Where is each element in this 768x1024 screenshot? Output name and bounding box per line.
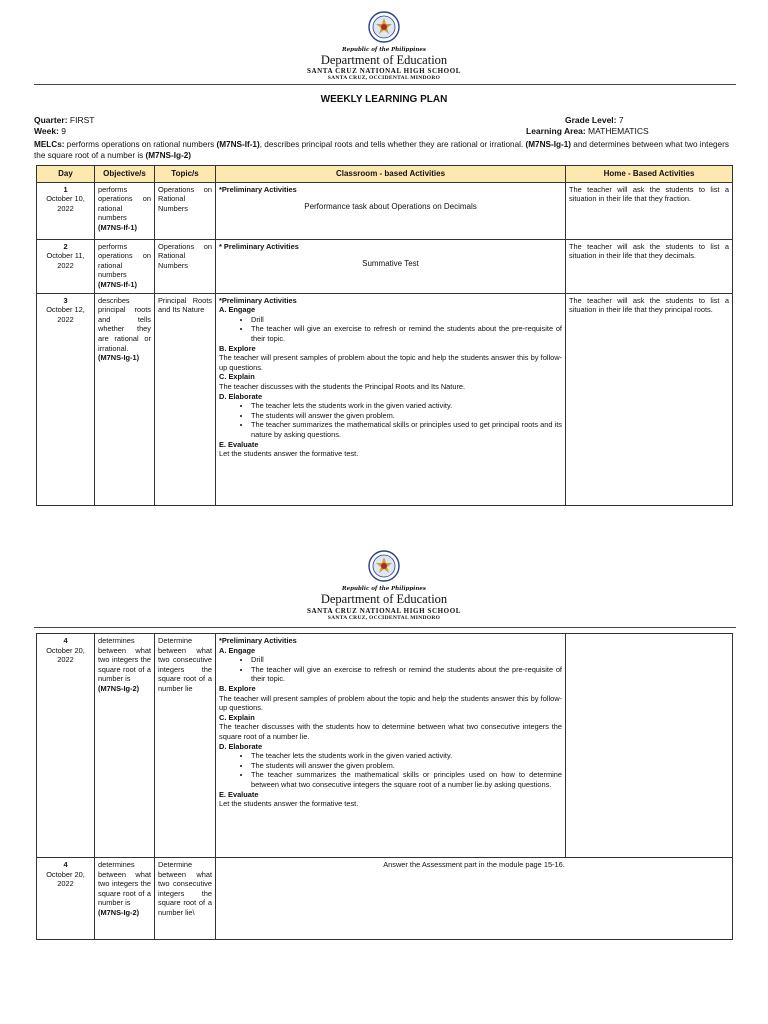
elaborate-list [219, 401, 562, 439]
classroom-cell [216, 634, 566, 858]
week-label: Week: [34, 126, 59, 136]
col-header-day: Day [37, 166, 95, 183]
evaluate-text: Let the students answer the formative test. [219, 449, 359, 459]
day-cell [37, 293, 95, 505]
day-number: 2 [63, 241, 68, 251]
assessment-cell: Answer the Assessment part in the module page 15-16. [216, 858, 733, 940]
prelim-label: * Preliminary Activities [219, 241, 299, 251]
elaborate-label: D. Elaborate [219, 741, 263, 751]
list-item: • Drill [251, 315, 562, 325]
melcs-statement [34, 139, 736, 161]
col-header-objectives: Objective/s [95, 166, 155, 183]
engage-list [219, 315, 562, 344]
quarter-value: FIRST [69, 115, 95, 125]
prelim-label: *Preliminary Activities [219, 295, 297, 305]
elaborate-list [219, 751, 562, 789]
melcs-label: MELCs: [34, 140, 65, 149]
table-row [37, 182, 733, 239]
melcs-text-1: performs operations on rational numbers [66, 140, 215, 149]
quarter-field [34, 115, 94, 125]
list-item: • The teacher will give an exercise to refresh or remind the students about the pre-requisite of their topic. [251, 665, 562, 684]
objective-cell [95, 634, 155, 858]
quarter-label: Quarter: [34, 115, 68, 125]
objective-text: performs operations on rational numbers [98, 241, 151, 280]
day-date: October 10, 2022 [46, 194, 85, 213]
objective-code: (M7NS-Ig-2) [98, 907, 140, 917]
col-header-topics: Topic/s [155, 166, 216, 183]
objective-text: determines between what two integers the square root of a number is [98, 860, 151, 908]
melcs-code-1: (M7NS-If-1) [216, 140, 260, 149]
day-date: October 20, 2022 [46, 869, 85, 889]
topic-cell: Determine between what two consecutive integers the square root of a number lie\ [155, 858, 216, 940]
objective-code: (M7NS-Ig-1) [98, 353, 140, 363]
list-item: • The teacher lets the students work in the given varied activity. [251, 751, 562, 761]
explain-label: C. Explain [219, 372, 255, 382]
objective-text: determines between what two integers the square root of a number is [98, 636, 151, 684]
page-2 [0, 535, 768, 1024]
prelim-label: *Preliminary Activities [219, 184, 297, 194]
list-item: • The teacher summarizes the mathematical skills or principles used on how to determine between what two consecutive integers the square root of a number lie.by asking questions. [251, 770, 562, 789]
table-row [37, 239, 733, 293]
explain-text: The teacher discusses with the students how to determine between what two consecutive integers the square root of a number lie. [219, 722, 562, 741]
day-number: 4 [63, 636, 68, 645]
evaluate-label: E. Evaluate [219, 789, 259, 799]
objective-text: performs operations on rational numbers [98, 184, 151, 223]
topic-cell: Principal Roots and Its Nature [155, 293, 216, 505]
school-name: SANTA CRUZ NATIONAL HIGH SCHOOL [306, 607, 462, 615]
objective-code: (M7NS-Ig-2) [98, 683, 140, 693]
objective-cell [95, 182, 155, 239]
day-cell [37, 182, 95, 239]
day-date: October 20, 2022 [46, 645, 85, 665]
explore-text: The teacher will present samples of problem about the topic and help the students answer this by follow-up questions. [219, 353, 562, 372]
day-number: 1 [63, 184, 68, 194]
melcs-text-3: and determines between what two integers the square root of a number is [34, 140, 729, 160]
topic-cell: Determine between what two consecutive integers the square root of a number lie [155, 634, 216, 858]
day-cell [37, 858, 95, 940]
learning-plan-table-1 [36, 165, 733, 506]
header-divider [34, 627, 736, 628]
deped-seal-icon [368, 11, 400, 43]
day-cell [37, 634, 95, 858]
day-cell [37, 239, 95, 293]
topic-cell: Operations on Rational Numbers [155, 239, 216, 293]
header-divider [34, 84, 736, 85]
col-header-home: Home - Based Activities [566, 166, 733, 183]
department-name: Department of Education [320, 53, 448, 67]
table-row [37, 293, 733, 505]
home-cell: The teacher will ask the students to list a situation in their life that they principal roots. [566, 293, 733, 505]
day-date: October 11, 2022 [46, 251, 85, 270]
table-header-row [37, 166, 733, 183]
topic-cell: Operations on Rational Numbers [155, 182, 216, 239]
area-label: Learning Area: [526, 126, 586, 136]
republic-label: Republic of the Philippines [342, 586, 426, 592]
objective-cell [95, 293, 155, 505]
evaluate-text: Let the students answer the formative test. [219, 799, 359, 809]
home-cell: The teacher will ask the students to list a situation in their life that they decimals. [566, 239, 733, 293]
school-name: SANTA CRUZ NATIONAL HIGH SCHOOL [306, 67, 462, 75]
area-field [526, 126, 649, 136]
melcs-code-2: (M7NS-Ig-1) [525, 140, 571, 149]
engage-label: A. Engage [219, 305, 256, 315]
classroom-cell [216, 293, 566, 505]
activity-summary: Performance task about Operations on Decimals [304, 202, 477, 212]
table-row [37, 634, 733, 858]
grade-label: Grade Level: [565, 115, 617, 125]
home-cell [566, 634, 733, 858]
activity-summary: Summative Test [362, 259, 419, 269]
week-field [34, 126, 66, 136]
day-date: October 12, 2022 [46, 305, 85, 324]
explain-label: C. Explain [219, 712, 255, 722]
plan-title: WEEKLY LEARNING PLAN [320, 94, 448, 105]
grade-field [565, 115, 624, 125]
list-item: • The students will answer the given problem. [251, 761, 562, 771]
area-value: MATHEMATICS [588, 126, 649, 136]
learning-plan-table-2 [36, 633, 733, 940]
list-item: • Drill [251, 655, 562, 665]
day-number: 4 [63, 860, 68, 869]
classroom-cell [216, 239, 566, 293]
home-cell: The teacher will ask the students to list a situation in their life that they fraction. [566, 182, 733, 239]
melcs-code-3: (M7NS-Ig-2) [145, 151, 191, 160]
elaborate-label: D. Elaborate [219, 391, 263, 401]
objective-cell [95, 858, 155, 940]
engage-label: A. Engage [219, 645, 256, 655]
explore-text: The teacher will present samples of problem about the topic and help the students answer this by follow-up questions. [219, 693, 562, 713]
list-item: • The teacher lets the students work in the given varied activity. [251, 401, 562, 411]
explain-text: The teacher discusses with the students the Principal Roots and Its Nature. [219, 381, 466, 391]
col-header-classroom: Classroom - based Activities [216, 166, 566, 183]
list-item: • The students will answer the given problem. [251, 411, 562, 421]
grade-value: 7 [618, 115, 624, 125]
week-value: 9 [61, 126, 66, 136]
school-address: SANTA CRUZ, OCCIDENTAL MINDORO [327, 75, 441, 81]
day-number: 3 [63, 295, 68, 305]
melcs-text-2: , describes principal roots and tells whether they are rational or irrational. [259, 140, 524, 149]
objective-cell [95, 239, 155, 293]
engage-list [219, 655, 562, 684]
explore-label: B. Explore [219, 343, 256, 353]
objective-code: (M7NS-If-1) [98, 222, 138, 232]
list-item: • The teacher summarizes the mathematical skills or principles used to get principal roots and its nature by asking questions. [251, 420, 562, 439]
department-name: Department of Education [320, 592, 448, 606]
republic-label: Republic of the Philippines [342, 47, 426, 53]
objective-code: (M7NS-If-1) [98, 279, 138, 289]
school-address: SANTA CRUZ, OCCIDENTAL MINDORO [327, 615, 441, 621]
explore-label: B. Explore [219, 683, 256, 693]
evaluate-label: E. Evaluate [219, 439, 259, 449]
list-item: • The teacher will give an exercise to refresh or remind the students about the pre-requisite of their topic. [251, 324, 562, 343]
classroom-cell [216, 182, 566, 239]
table-row [37, 858, 733, 940]
prelim-label: *Preliminary Activities [219, 636, 297, 645]
deped-seal-icon [368, 550, 400, 582]
objective-text: describes principal roots and tells whether they are rational or irrational. [98, 295, 151, 353]
